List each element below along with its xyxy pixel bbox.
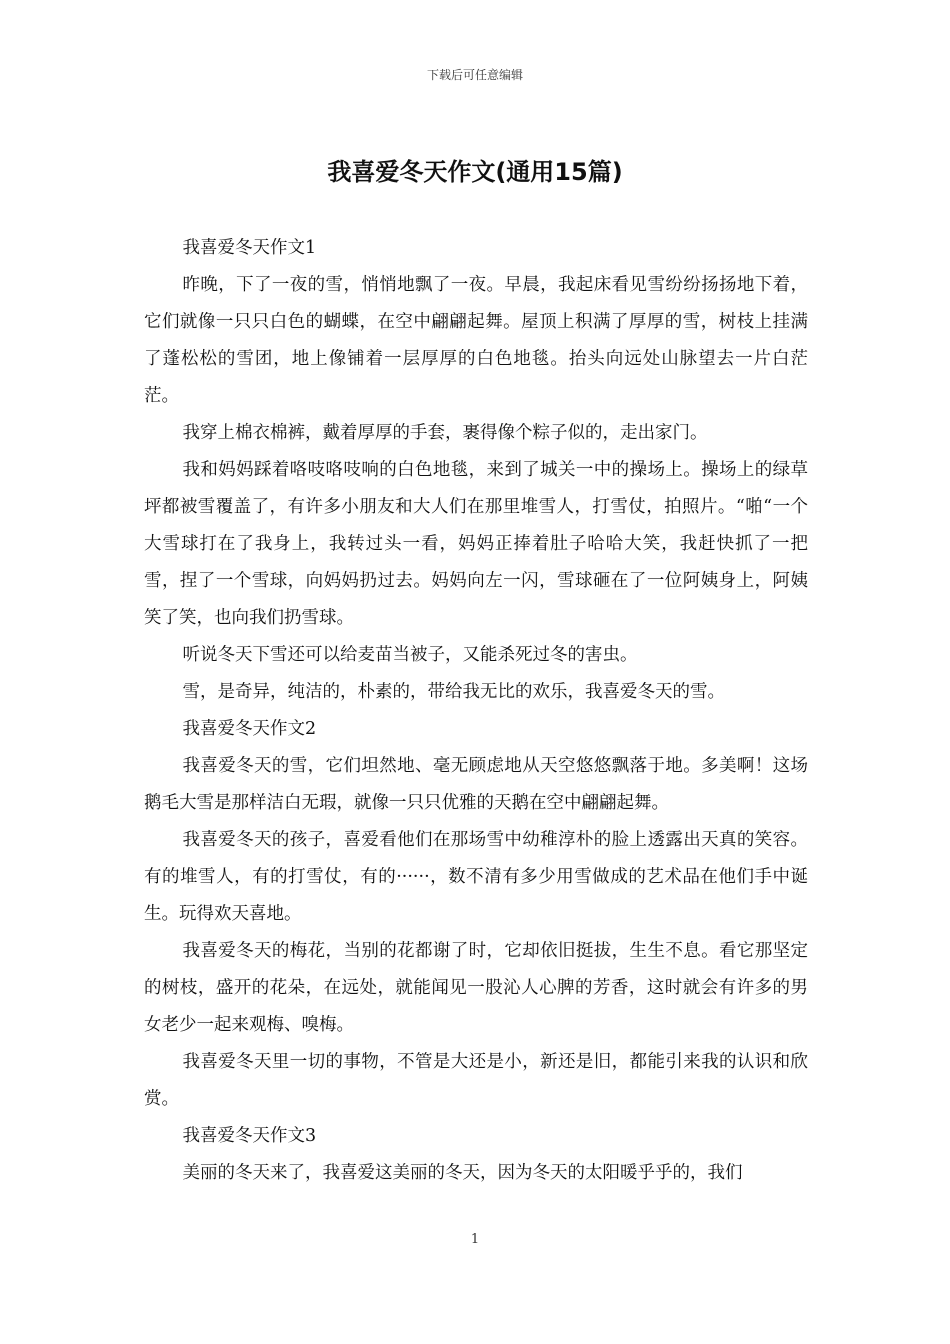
- page-number: 1: [470, 1232, 480, 1247]
- paragraph: 我穿上棉衣棉裤，戴着厚厚的手套，裹得像个粽子似的，走出家门。: [182, 423, 708, 443]
- paragraph: 我喜爱冬天的梅花，当别的花都谢了时，它却依旧挺拔，生生不息。看它那坚定的树枝，盛开的花朵，在远处，就能闻见一股沁人心脾的芳香，这时就会有许多的男女老少一起来观梅、嗅梅。: [144, 941, 808, 1035]
- section-heading-3: 我喜爱冬天作文3: [182, 1126, 317, 1146]
- paragraph: 我喜爱冬天里一切的事物，不管是大还是小，新还是旧，都能引来我的认识和欣赏。: [144, 1052, 808, 1109]
- paragraph: 听说冬天下雪还可以给麦苗当被子，又能杀死过冬的害虫。: [182, 645, 638, 665]
- paragraph: 昨晚，下了一夜的雪，悄悄地飘了一夜。早晨，我起床看见雪纷纷扬扬地下着，它们就像一只只白色的蝴蝶，在空中翩翩起舞。屋顶上积满了厚厚的雪，树枝上挂满了蓬松松的雪团，地上像铺着一层厚厚的白色地毯。抬头向远处山脉望去一片白茫茫。: [144, 275, 808, 406]
- document-title: 我喜爱冬天作文(通用15篇): [327, 158, 623, 186]
- paragraph: 我喜爱冬天的孩子，喜爱看他们在那场雪中幼稚淳朴的脸上透露出天真的笑容。有的堆雪人，有的打雪仗，有的······，数不清有多少用雪做成的艺术品在他们手中诞生。玩得欢天喜地。: [144, 830, 808, 924]
- paragraph: 我喜爱冬天的雪，它们坦然地、毫无顾虑地从天空悠悠飘落于地。多美啊！这场鹅毛大雪是那样洁白无瑕，就像一只只优雅的天鹅在空中翩翩起舞。: [144, 756, 808, 813]
- section-heading-1: 我喜爱冬天作文1: [182, 238, 317, 258]
- paragraph: 我和妈妈踩着咯吱咯吱响的白色地毯，来到了城关一中的操场上。操场上的绿草坪都被雪覆盖了，有许多小朋友和大人们在那里堆雪人，打雪仗，拍照片。“啪“一个大雪球打在了我身上，我转过头一看，妈妈正捧着肚子哈哈大笑，我赶快抓了一把雪，捏了一个雪球，向妈妈扔过去。妈妈向左一闪，雪球砸在了一位阿姨身上，阿姨笑了笑，也向我们扔雪球。: [144, 460, 808, 628]
- header-note: 下载后可任意编辑: [426, 68, 523, 82]
- section-heading-2: 我喜爱冬天作文2: [182, 719, 317, 739]
- paragraph: 雪，是奇异，纯洁的，朴素的，带给我无比的欢乐，我喜爱冬天的雪。: [182, 682, 725, 702]
- paragraph: 美丽的冬天来了，我喜爱这美丽的冬天，因为冬天的太阳暖乎乎的，我们: [182, 1163, 743, 1183]
- document-body: [144, 230, 808, 1192]
